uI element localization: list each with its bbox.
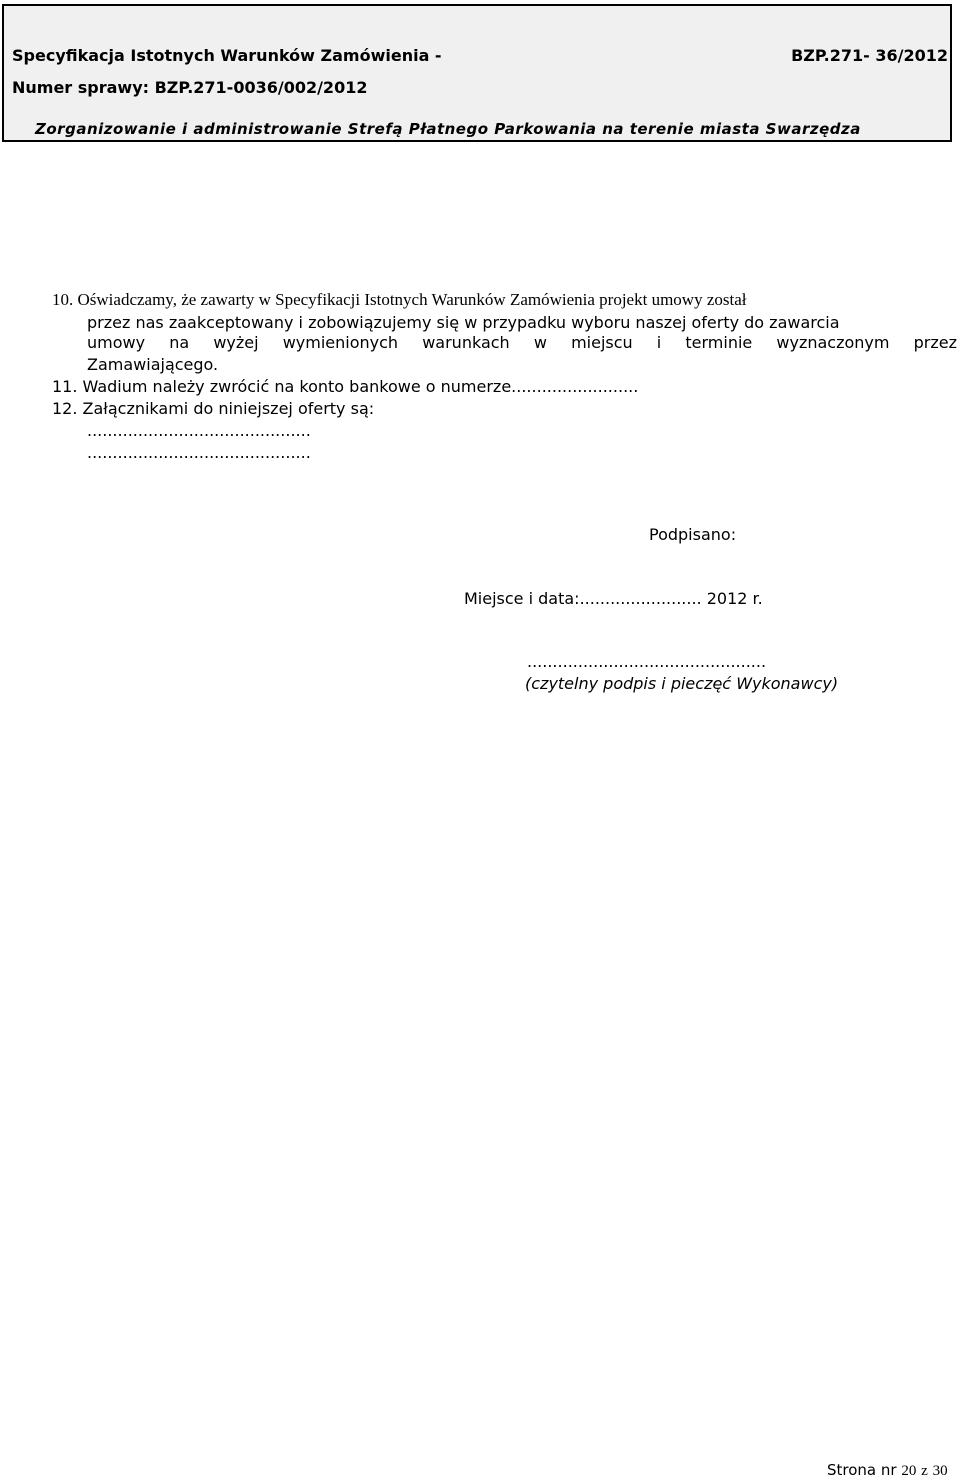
signed-label: Podpisano: [649,525,737,544]
word: wymienionych [282,333,399,352]
word: warunkach [422,333,510,352]
place-and-date: Miejsce i data:........................ 2012 r. [464,589,763,608]
item-10-line-1: 10. Oświadczamy, że zawarty w Specyfikacji Istotnych Warunków Zamówienia projekt umowy został [52,290,747,309]
item-10-line-2: przez nas zaakceptowany i zobowiązujemy się w przypadku wyboru naszej oferty do zawarcia [87,313,840,332]
footer-of: z [921,1463,928,1479]
attachment-line: ............................................ [87,443,311,462]
word: i [656,333,662,352]
word: wyznaczonym [776,333,890,352]
word: wyżej [213,333,259,352]
item-10-line-4: Zamawiającego. [87,355,219,374]
footer-page-number: 20 [901,1463,917,1479]
word: miejscu [571,333,633,352]
document-header [2,4,952,142]
signature-caption: (czytelny podpis i pieczęć Wykonawcy) [525,674,839,693]
header-reference-code: BZP.271- 36/2012 [791,46,948,65]
page-footer [827,1461,948,1480]
item-10-line-3 [87,332,957,353]
header-case-number: Numer sprawy: BZP.271-0036/002/2012 [12,78,368,97]
item-11-bank-account: 11. Wadium należy zwrócić na konto bankowe o numerze......................... [52,377,639,396]
header-title: Specyfikacja Istotnych Warunków Zamówienia - [12,46,442,65]
word: przez [913,333,957,352]
item-12-attachments: 12. Załącznikami do niniejszej oferty są: [52,399,375,418]
word: terminie [685,333,753,352]
footer-label: Strona nr [827,1461,897,1479]
footer-total-pages: 30 [932,1463,948,1479]
word: w [533,333,547,352]
signature-line: ............................................... [527,652,767,671]
word: na [169,333,190,352]
attachment-line: ............................................ [87,421,311,440]
word: umowy [87,333,146,352]
header-subject: Zorganizowanie i administrowanie Strefą Płatnego Parkowania na terenie miasta Swarzędza [35,120,861,138]
